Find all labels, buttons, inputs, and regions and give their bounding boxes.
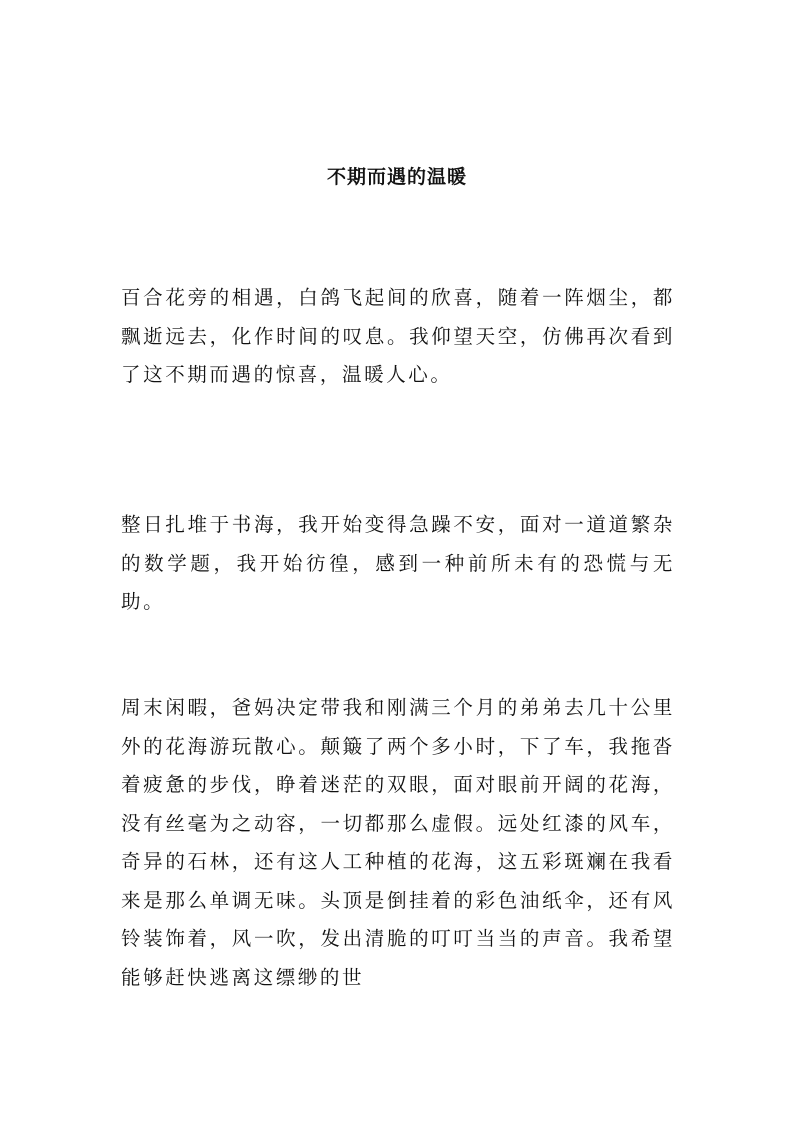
paragraph-2: 整日扎堆于书海，我开始变得急躁不安，面对一道道繁杂的数学题，我开始彷徨，感到一种前所未有的恐慌与无助。 xyxy=(121,513,675,613)
essay-title: 不期而遇的温暖 xyxy=(326,166,467,188)
paragraph-3: 周末闲暇，爸妈决定带我和刚满三个月的弟弟去几十公里外的花海游玩散心。颠簸了两个多小时，下了车，我拖沓着疲惫的步伐，睁着迷茫的双眼，面对眼前开阔的花海，没有丝毫为之动容，一切都那么虚假。远处红漆的风车，奇异的石林，还有这人工种植的花海，这五彩斑斓在我看来是那么单调无味。头顶是倒挂着的彩色油纸伞，还有风铃装饰着，风一吹，发出清脆的叮叮当当的声音。我希望能够赶快逃离这缥缈的世 xyxy=(121,696,675,989)
paragraph-1: 百合花旁的相遇，白鸽飞起间的欣喜，随着一阵烟尘，都飘逝远去，化作时间的叹息。我仰望天空，仿佛再次看到了这不期而遇的惊喜，温暖人心。 xyxy=(121,286,675,386)
